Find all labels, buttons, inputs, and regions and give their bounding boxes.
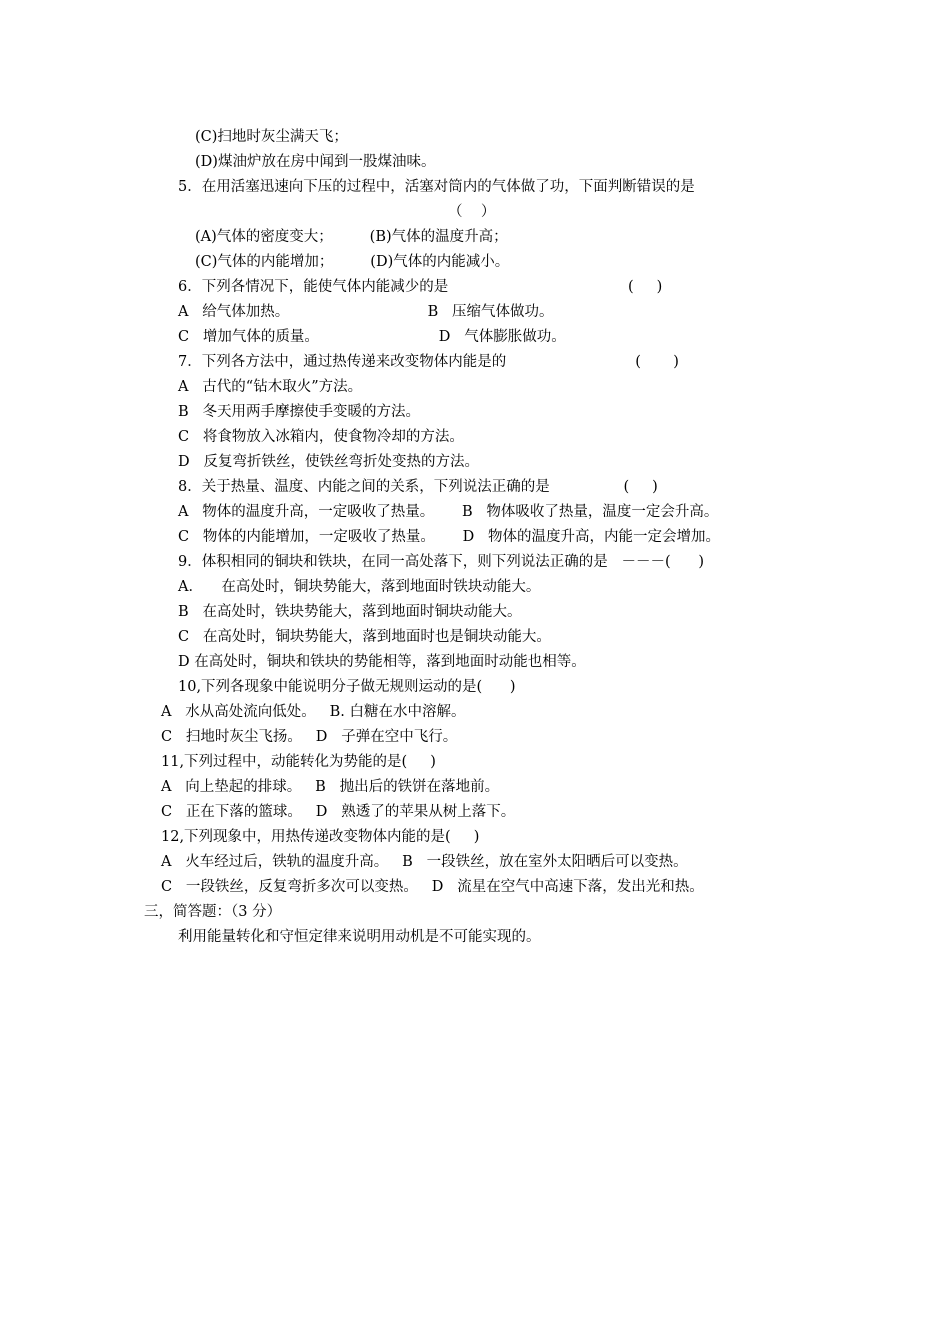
question-11-options-ab: A 向上垫起的排球。 B 抛出后的铁饼在落地前。 xyxy=(161,779,500,795)
question-6-options-cd: C 增加气体的质量。 D 气体膨胀做功。 xyxy=(178,329,566,345)
question-7-option-d: D 反复弯折铁丝，使铁丝弯折处变热的方法。 xyxy=(178,454,479,470)
section-3-question: 利用能量转化和守恒定律来说明用动机是不可能实现的。 xyxy=(178,929,541,945)
question-12-options-cd: C 一段铁丝，反复弯折多次可以变热。 D 流星在空气中高速下落，发出光和热。 xyxy=(161,879,704,895)
question-6-options-ab: A 给气体加热。 B 压缩气体做功。 xyxy=(178,304,554,320)
question-12-stem: 12,下列现象中，用热传递改变物体内能的是( ) xyxy=(161,829,480,845)
question-8-options-ab: A 物体的温度升高，一定吸收了热量。 B 物体吸收了热量，温度一定会升高。 xyxy=(178,504,719,520)
question-11-options-cd: C 正在下落的篮球。 D 熟透了的苹果从树上落下。 xyxy=(161,804,516,820)
question-5-options-ab: (A)气体的密度变大； (B)气体的温度升高； xyxy=(195,229,508,245)
question-6-stem: 6．下列各情况下，能使气体内能减少的是 ( ) xyxy=(178,279,663,295)
question-9-option-c: C 在高处时，铜块势能大，落到地面时也是铜块动能大。 xyxy=(178,629,551,645)
question-7-option-b: B 冬天用两手摩擦使手变暖的方法。 xyxy=(178,404,420,420)
question-8-stem: 8．关于热量、温度、内能之间的关系，下列说法正确的是 ( ) xyxy=(178,479,658,495)
question-12-options-ab: A 火车经过后，铁轨的温度升高。 B 一段铁丝，放在室外太阳晒后可以变热。 xyxy=(161,854,688,870)
question-7-option-c: C 将食物放入冰箱内，使食物冷却的方法。 xyxy=(178,429,464,445)
section-3-heading: 三，简答题：（3 分） xyxy=(144,904,282,920)
question-5-stem: 5．在用活塞迅速向下压的过程中，活塞对筒内的气体做了功，下面判断错误的是 xyxy=(178,179,695,195)
question-4-option-d: (D)煤油炉放在房中闻到一股煤油味。 xyxy=(195,154,436,170)
question-10-options-cd: C 扫地时灰尘飞扬。 D 子弹在空中飞行。 xyxy=(161,729,458,745)
question-9-option-a: A． 在高处时，铜块势能大，落到地面时铁块动能大。 xyxy=(178,579,541,595)
question-9-stem: 9．体积相同的铜块和铁块，在同一高处落下，则下列说法正确的是 －－－( ) xyxy=(178,554,705,570)
question-4-option-c: (C)扫地时灰尘满天飞； xyxy=(195,129,348,145)
question-7-stem: 7．下列各方法中，通过热传递来改变物体内能是的 ( ) xyxy=(178,354,679,370)
question-11-stem: 11,下列过程中，动能转化为势能的是( ) xyxy=(161,754,436,770)
question-7-option-a: A 古代的“钻木取火”方法。 xyxy=(178,379,363,395)
question-10-stem: 10,下列各现象中能说明分子做无规则运动的是( ) xyxy=(178,679,516,695)
question-10-options-ab: A 水从高处流向低处。 B. 白糖在水中溶解。 xyxy=(161,704,466,720)
question-9-option-b: B 在高处时，铁块势能大，落到地面时铜块动能大。 xyxy=(178,604,522,620)
question-5-answer-paren: （ ） xyxy=(448,204,496,220)
question-9-option-d: D 在高处时，铜块和铁块的势能相等，落到地面时动能也相等。 xyxy=(178,654,586,670)
question-5-options-cd: (C)气体的内能增加； (D)气体的内能减小。 xyxy=(195,254,510,270)
question-8-options-cd: C 物体的内能增加，一定吸收了热量。 D 物体的温度升高，内能一定会增加。 xyxy=(178,529,721,545)
